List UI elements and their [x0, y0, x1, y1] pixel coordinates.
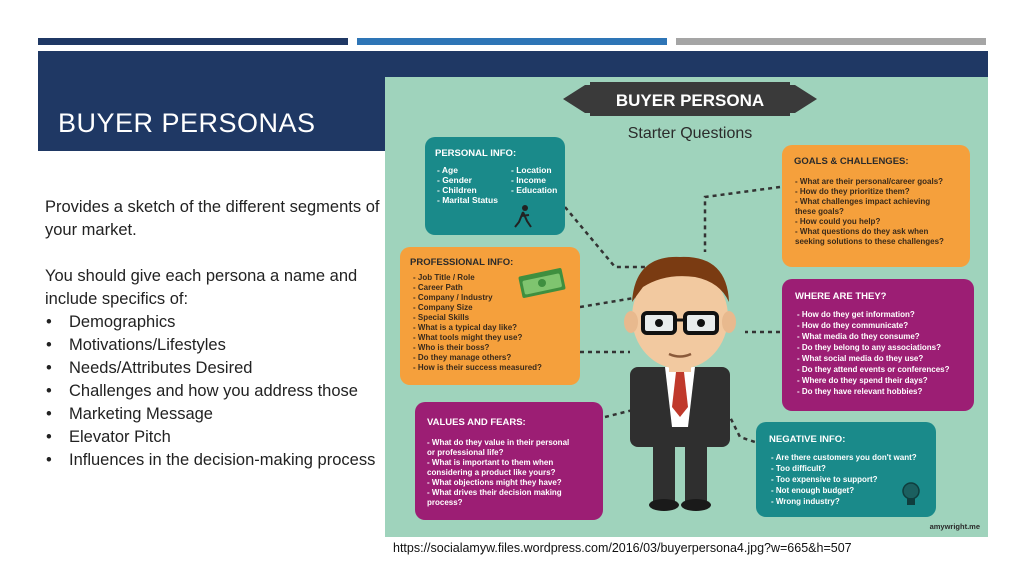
personal-item: - Gender	[437, 175, 472, 185]
professional-item: - How is their success measured?	[413, 363, 542, 372]
personal-item: - Income	[511, 175, 546, 185]
goals-item: - How do they prioritize them?	[795, 187, 910, 196]
bullet-item: • Motivations/Lifestyles	[45, 334, 380, 357]
goals-item: - What are their personal/career goals?	[795, 177, 944, 186]
slide-title: BUYER PERSONAS	[58, 108, 316, 138]
bullet-item: • Marketing Message	[45, 403, 380, 426]
personal-item: - Education	[511, 185, 558, 195]
goals-item: - How could you help?	[795, 217, 881, 226]
values-item: - What objections might they have?	[427, 478, 562, 487]
negative-item: - Too expensive to support?	[771, 475, 878, 484]
goals-challenges-title: GOALS & CHALLENGES:	[794, 156, 909, 167]
bullet-item: • Influences in the decision-making process	[45, 449, 380, 472]
values-item: considering a product like yours?	[427, 468, 556, 477]
personal-item: - Marital Status	[437, 195, 498, 205]
negative-item: - Are there customers you don't want?	[771, 453, 917, 462]
accent-bar-blue	[357, 38, 667, 45]
negative-item: - Wrong industry?	[771, 497, 840, 506]
professional-item: - Company Size	[413, 303, 473, 312]
where-item: - Do they have relevant hobbies?	[797, 387, 923, 396]
infographic-credit: amywright.me	[929, 522, 980, 531]
values-item: - What drives their decision making	[427, 488, 562, 497]
accent-bar-navy	[38, 38, 348, 45]
where-item: - Do they belong to any associations?	[797, 343, 942, 352]
banner-title: BUYER PERSONA	[615, 91, 765, 110]
values-item: or professional life?	[427, 448, 504, 457]
values-item: - What do they value in their personal	[427, 438, 570, 447]
professional-item: - Who is their boss?	[413, 343, 490, 352]
bullet-item: • Elevator Pitch	[45, 426, 380, 449]
negative-info-title: NEGATIVE INFO:	[769, 434, 846, 445]
professional-item: - Career Path	[413, 283, 463, 292]
goals-item: - What questions do they ask when	[795, 227, 929, 236]
where-item: - Where do they spend their days?	[797, 376, 928, 385]
professional-item: - Special Skills	[413, 313, 470, 322]
personal-info-title: PERSONAL INFO:	[435, 148, 517, 159]
where-item: - What media do they consume?	[797, 332, 920, 341]
bullet-item: • Demographics	[45, 311, 380, 334]
personal-item: - Location	[511, 165, 552, 175]
professional-item: - Job Title / Role	[413, 273, 475, 282]
banner-subtitle: Starter Questions	[627, 125, 753, 142]
where-are-they-title: WHERE ARE THEY?	[795, 291, 887, 302]
values-item: process?	[427, 498, 463, 507]
goals-item: seeking solutions to these challenges?	[795, 237, 944, 246]
professional-item: - What is a typical day like?	[413, 323, 518, 332]
where-item: - What social media do they use?	[797, 354, 924, 363]
image-source-caption: https://socialamyw.files.wordpress.com/2016/03/buyerpersona4.jpg?w=665&h=507	[393, 541, 852, 555]
professional-item: - Company / Industry	[413, 293, 493, 302]
goals-item: - What challenges impact achieving	[795, 197, 931, 206]
lead-text: You should give each persona a name and include specifics of:	[45, 267, 358, 308]
bullet-item: • Challenges and how you address those	[45, 380, 380, 403]
bullet-item: • Needs/Attributes Desired	[45, 357, 380, 380]
negative-item: - Too difficult?	[771, 464, 826, 473]
buyer-persona-infographic	[385, 77, 988, 537]
accent-bar-gray	[676, 38, 986, 45]
negative-item: - Not enough budget?	[771, 486, 855, 495]
slide-body	[45, 196, 380, 472]
personal-item: - Age	[437, 165, 458, 175]
values-item: - What is important to them when	[427, 458, 554, 467]
intro-text: Provides a sketch of the different segments of your market.	[45, 198, 380, 239]
where-item: - Do they attend events or conferences?	[797, 365, 950, 374]
bullet-list	[45, 311, 380, 472]
professional-info-title: PROFESSIONAL INFO:	[410, 257, 514, 268]
where-item: - How do they communicate?	[797, 321, 909, 330]
professional-item: - Do they manage others?	[413, 353, 512, 362]
values-fears-title: VALUES AND FEARS:	[427, 417, 526, 428]
professional-item: - What tools might they use?	[413, 333, 523, 342]
where-item: - How do they get information?	[797, 310, 915, 319]
goals-item: these goals?	[795, 207, 844, 216]
personal-item: - Children	[437, 185, 477, 195]
